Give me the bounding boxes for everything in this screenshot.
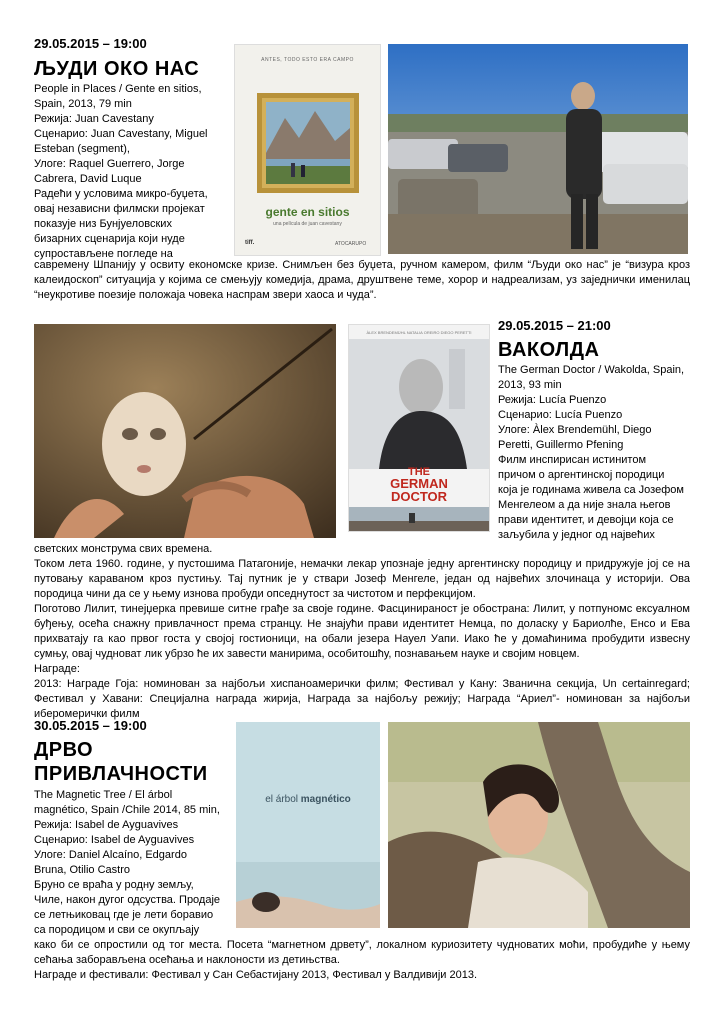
film1-synopsis: савремену Шпанију у освиту економске кризе. Снимљен без буџета, ручном камером, филм “Људи око нас” је “визура кроз калеидоскоп” ситуација у којима се смењују комедија, драма, друштвене теме, хорор и надреализам, уз заједнички именилац “неукротиве поезије положаја човека наспрам звери хаоса и чуда”. bbox=[34, 259, 690, 301]
poster-logo-right: ATOCARUPO bbox=[335, 241, 367, 247]
info-line: magnético, Spain /Chile 2014, 85 min, bbox=[34, 804, 220, 816]
poster-subtitle: una película de juan cavestany bbox=[273, 221, 342, 227]
info-line: Сценарио: Lucía Puenzo bbox=[498, 409, 623, 421]
info-line: The Magnetic Tree / El árbol bbox=[34, 789, 173, 801]
title-line: ПРИВЛАЧНОСТИ bbox=[34, 763, 208, 785]
film2-info bbox=[498, 363, 690, 543]
info-line: причом о аргентинској породици bbox=[498, 469, 665, 481]
info-line: Чиле, након дугог одсуства. Продаје bbox=[34, 894, 221, 906]
film3-title bbox=[34, 738, 208, 786]
poster-title-line: GERMAN bbox=[390, 476, 448, 491]
title-line: ДРВО bbox=[34, 739, 94, 761]
info-line: Улоге: Àlex Brendemühl, Diego bbox=[498, 424, 652, 436]
info-line: Радећи у условима микро-буџета, bbox=[34, 188, 208, 200]
info-line: заљубила у једног од највећих bbox=[498, 529, 655, 541]
framed-painting bbox=[257, 93, 359, 193]
poster-figure bbox=[236, 862, 380, 928]
poster-title-line: THE bbox=[408, 466, 430, 478]
info-line: Менгелеом а да није знала његов bbox=[498, 499, 671, 511]
poster-title-line: DOCTOR bbox=[390, 489, 448, 504]
info-line: Esteban (segment), bbox=[34, 143, 130, 155]
poster-film-name bbox=[236, 794, 380, 805]
info-line: Улоге: Raquel Guerrero, Jorge bbox=[34, 158, 185, 170]
film3-synopsis bbox=[34, 938, 690, 983]
synopsis-paragraph: Поготово Лилит, тинејџерка превише ситне грађе за своје године. Фасцинираност је обострана: Лилит, у потпуномс ексуалном буђењу, осећа снажну привлачност према странцу. Не знајући прави идентитет Немца, по доласку у Бариолће, Енсо и Ева прихватају га као првог госта у својој гостионици, на обали језера Науел Уапи. Иако ће у домаћинима пробудити извесну сумњу, овај чудноват лик убрзо ће их завести манирима, особитошћу, познавањем науке и својим новцем. bbox=[34, 603, 690, 660]
info-line: Сценарио: Juan Cavestany, Miguel bbox=[34, 128, 208, 140]
info-line: која је годинама живела са Јозефом bbox=[498, 484, 684, 496]
poster-film-name: gente en sitios bbox=[265, 205, 350, 219]
film2-poster bbox=[348, 324, 490, 532]
synopsis-continuation: светских монструма свих времена. bbox=[34, 543, 213, 555]
info-line: овај независни филмски пројекат bbox=[34, 203, 205, 215]
info-line: прави идентитет, и девојци која се bbox=[498, 514, 674, 526]
film3-info bbox=[34, 788, 228, 938]
synopsis-paragraph: како би се опростили од тог места. Посета “магнетном дрвету”, локалном куриозитету чудноватих моћи, пробудиће у њему сећања заборављена осећања и наклоности из детињства. bbox=[34, 939, 690, 966]
film2-still bbox=[34, 324, 336, 538]
poster-landscape bbox=[349, 507, 489, 531]
poster-name-part: el árbol bbox=[265, 794, 301, 805]
film2-date: 29.05.2015 – 21:00 bbox=[498, 318, 611, 333]
poster-logo-left: tiff. bbox=[245, 240, 255, 246]
poster-figure bbox=[349, 339, 489, 469]
info-line: Spain, 2013, 79 min bbox=[34, 98, 132, 110]
info-line: Bruna, Otilio Castro bbox=[34, 864, 130, 876]
awards-heading: Награде: bbox=[34, 663, 80, 675]
info-line: показује низ Бунјуеловских bbox=[34, 218, 172, 230]
film1-poster bbox=[234, 44, 381, 256]
film2-title: ВАКОЛДА bbox=[498, 339, 600, 361]
info-line: Режија: Juan Cavestany bbox=[34, 113, 154, 125]
film1-title: ЉУДИ ОКО НАС bbox=[34, 58, 200, 80]
info-line: The German Doctor / Wakolda, Spain, bbox=[498, 364, 685, 376]
poster-credits: ÀLEX BRENDEMÜHL NATALIA OREIRO DIEGO PERETTI bbox=[366, 330, 472, 335]
info-line: Сценарио: Isabel de Ayguavives bbox=[34, 834, 195, 846]
film3-still bbox=[388, 722, 690, 928]
film1-still bbox=[388, 44, 688, 254]
info-line: се летњиковац где је лети боравио bbox=[34, 909, 214, 921]
film2-synopsis bbox=[34, 542, 690, 722]
film1-info bbox=[34, 82, 224, 262]
info-line: бизарних сценарија који нуде bbox=[34, 233, 185, 245]
poster-tagline: ANTES, TODO ESTO ERA CAMPO bbox=[261, 57, 354, 63]
awards-text: 2013: Награде Гоја: номинован за најбољи хиспаноамерички филм; Фестивал у Кану: Званична секција, Un certainregard; Фестивал у Хавани: Специјална награда жирија, Награда за најбољу режију; Награда “Ариел”- номинован за најбољи иберомерички филм bbox=[34, 678, 690, 720]
info-line: Филм инспирисан истинитом bbox=[498, 454, 647, 466]
info-line: Режија: Lucía Puenzo bbox=[498, 394, 607, 406]
info-line: Режија: Isabel de Ayguavives bbox=[34, 819, 179, 831]
info-line: Peretti, Guillermo Pfening bbox=[498, 439, 624, 451]
info-line: Бруно се враћа у родну земљу, bbox=[34, 879, 194, 891]
info-line: Cabrera, David Luque bbox=[34, 173, 142, 185]
poster-name-part: magnético bbox=[300, 794, 351, 805]
info-line: супростављене погледе на bbox=[34, 248, 173, 260]
info-line: 2013, 93 min bbox=[498, 379, 562, 391]
awards-text: Награде и фестивали: Фестивал у Сан Себастијану 2013, Фестивал у Валдивији 2013. bbox=[34, 969, 478, 981]
film3-date: 30.05.2015 – 19:00 bbox=[34, 718, 147, 733]
synopsis-paragraph: Током лета 1960. године, у пустошима Патагоније, немачки лекар упознаје једну аргентинску породицу и придружује јој се на путовању караваном кроз пустињу. Тај путник је у ствари Јозеф Менгеле, један од највећих злочинаца у историји. Ова породица чини да се у њему изнова пробуди опседнутост за чистотом и перфекцијом. bbox=[34, 558, 690, 600]
film3-poster bbox=[236, 722, 380, 928]
info-line: Улоге: Daniel Alcaíno, Edgardo bbox=[34, 849, 187, 861]
info-line: са породицом и сви се окупљају bbox=[34, 924, 200, 936]
info-line: People in Places / Gente en sitios, bbox=[34, 83, 202, 95]
film1-date: 29.05.2015 – 19:00 bbox=[34, 36, 147, 51]
